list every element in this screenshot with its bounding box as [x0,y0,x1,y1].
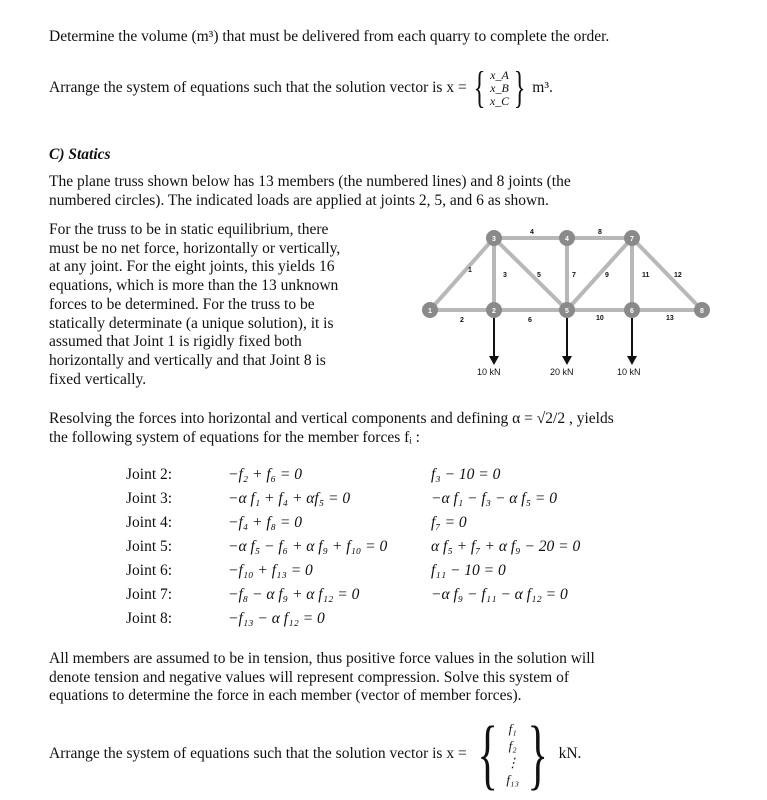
equation-system: Joint 2: −f₂ + f₆ = 0 f₃ − 10 = 0 Joint 3: −α f₁ + f₄ + αf₅ = 0 −α f₁ − f₃ − α f₅ = 0 Joint 4: −f₄ + f₈ = 0 f₇ = 0 Joint 5: −α f₅ − f₆ + α f₉ + f₁₀ = 0 α f₅ + f₇ + α f₉ − 20 = 0 Joint 6: −f₁₀ + f₁₃ = 0 f₁₁ − 10 = 0 Joint 7: −f₈ − α f₉ + α f₁₂ = 0 −α f₉ − f₁₁ − α f₁₂ = 0 Joint 8: −f₁₃ − α f₁₂ = 0 [126,466,581,627]
intro-paragraph: The plane truss shown below has 13 members (the numbered lines) and 8 joints (the numbered circles). The indicated loads are applied at joints 2, 5, and 6 as shown. [49,173,571,209]
svg-text:6: 6 [630,308,634,315]
resolve-paragraph: Resolving the forces into horizontal and vertical components and defining α = √2/2 , yields the following system of equations for the member forces fᵢ : [49,410,614,446]
arrow-down-icon [627,356,637,365]
instruction-volume: Determine the volume (m³) that must be delivered from each quarry to complete the order. [49,28,610,45]
truss-diagram [410,222,720,382]
arrange-vector-c [49,712,581,796]
svg-text:5: 5 [565,308,569,315]
svg-text:10 kN: 10 kN [617,367,641,377]
svg-text:2: 2 [492,308,496,315]
svg-text:4: 4 [530,229,534,236]
svg-text:11: 11 [642,272,650,279]
svg-text:1: 1 [468,267,472,274]
svg-text:8: 8 [598,229,602,236]
unit-c: kN. [558,745,582,762]
solution-vector-b: x_A x_B x_C [489,67,510,108]
right-brace-icon: } [527,710,549,797]
arrange-prefix: Arrange the system of equations such that the solution vector is x = [49,79,467,96]
member-9 [567,238,632,310]
arrange-prefix: Arrange the system of equations such that the solution vector is x = [49,745,467,762]
svg-text:6: 6 [528,317,532,324]
svg-text:10: 10 [596,315,604,322]
tension-paragraph: All members are assumed to be in tension, thus positive force values in the solution will denote tension and negative values will represent compression. Solve this system of equations to determine the force in each member (vector of member forces). [49,650,595,705]
svg-text:3: 3 [492,236,496,243]
left-brace-icon: { [473,63,486,112]
left-brace-icon: { [477,710,498,797]
unit-b: m³. [532,79,553,96]
svg-text:4: 4 [565,236,569,243]
svg-text:1: 1 [428,308,432,315]
body-paragraph: For the truss to be in static equilibrium, there must be no net force, horizontally or vertically, at any joint. For the eight joints, this yields 16 equations, which is more than the 13 unknown forces to be determined. For the truss to be statically determinate (a unique solution), it is assumed that Joint 1 is rigidly fixed both horizontally and vertically and that Joint 8 is fixed vertically. [49,221,341,388]
load-arrows [489,318,637,365]
svg-text:7: 7 [572,272,576,279]
svg-text:2: 2 [460,317,464,324]
svg-text:20 kN: 20 kN [550,367,574,377]
solution-vector-c: f₁ f₂ ⋮ f₁₃ [506,721,520,787]
section-heading: C) Statics [49,146,111,163]
truss-members [430,238,702,310]
svg-text:8: 8 [700,308,704,315]
svg-text:10 kN: 10 kN [477,367,501,377]
svg-text:5: 5 [537,272,541,279]
arrange-vector-b [49,60,553,116]
arrow-down-icon [489,356,499,365]
load-labels [477,367,641,377]
right-brace-icon: } [513,63,526,112]
svg-text:12: 12 [674,272,682,279]
svg-text:3: 3 [503,272,507,279]
svg-text:7: 7 [630,236,634,243]
svg-text:9: 9 [605,272,609,279]
member-1 [430,238,494,310]
arrow-down-icon [562,356,572,365]
svg-text:13: 13 [666,315,674,322]
